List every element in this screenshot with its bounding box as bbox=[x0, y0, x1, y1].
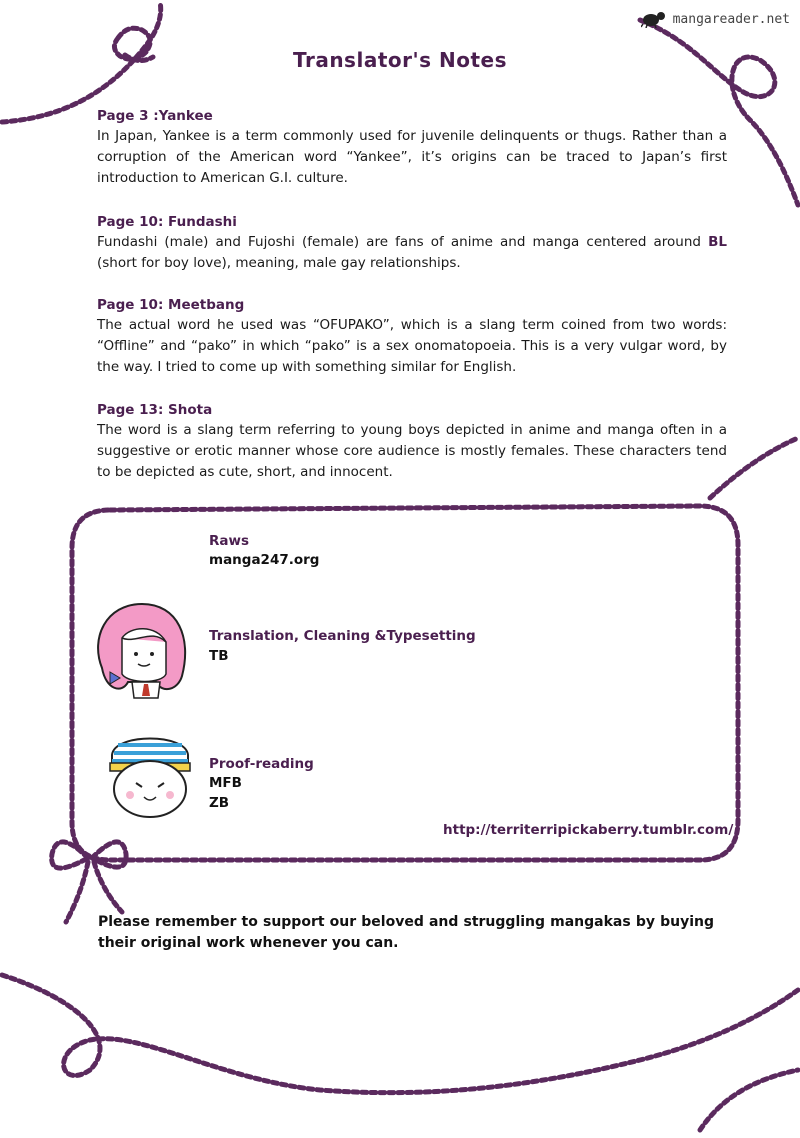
note-body bbox=[97, 232, 727, 274]
note-heading: Page 13: Shota bbox=[97, 402, 213, 418]
note-fundashi bbox=[97, 212, 727, 274]
closing-message: Please remember to support our beloved and struggling mangakas by buying their original work whenever you can. bbox=[98, 914, 714, 951]
credit-raws-label: Raws bbox=[209, 533, 250, 549]
watermark-text: mangareader.net bbox=[672, 11, 790, 27]
bow-right-loop bbox=[92, 842, 126, 867]
page-title: Translator's Notes bbox=[293, 48, 507, 72]
note-heading: Page 3 :Yankee bbox=[97, 108, 213, 124]
pink-hair-girl-avatar-icon bbox=[92, 598, 192, 702]
note-body-text: (short for boy love), meaning, male gay relationships. bbox=[97, 255, 461, 271]
note-heading: Page 10: Fundashi bbox=[97, 214, 237, 230]
credit-raws-name: manga247.org bbox=[209, 552, 320, 568]
mangareader-logo-icon bbox=[641, 10, 669, 28]
credit-translation-name: TB bbox=[209, 648, 229, 664]
note-body: The word is a slang term referring to young boys depicted in anime and manga often in a suggestive or erotic manner whose core audience is mostly females. These characters tend to be depicted as cute, short, and innocent. bbox=[97, 422, 727, 480]
watermark bbox=[641, 10, 790, 28]
note-body: In Japan, Yankee is a term commonly used for juvenile delinquents or thugs. Rather than a corruption of the American word “Yankee”, it’s origins can be traced to Japan’s first introduction to American G.I. culture. bbox=[97, 128, 727, 186]
credit-translation-label: Translation, Cleaning &Typesetting bbox=[209, 628, 476, 644]
note-body: The actual word he used was “OFUPAKO”, which is a slang term coined from two words: “Offline” and “pako” in which “pako” is a sex onomatopoeia. This is a very vulgar word, by the way. I tried to come up with something similar for English. bbox=[97, 317, 727, 375]
credit-proofreading-name-1: MFB bbox=[209, 775, 242, 791]
striped-hat-boy-avatar-icon bbox=[104, 725, 196, 821]
bottom-right-dotted-line bbox=[700, 1070, 798, 1130]
bow-left-loop bbox=[52, 842, 88, 868]
note-yankee bbox=[97, 106, 727, 189]
note-heading: Page 10: Meetbang bbox=[97, 297, 245, 313]
bow-tail-2 bbox=[94, 862, 122, 912]
note-body-text: Fundashi (male) and Fujoshi (female) are fans of anime and manga centered around bbox=[97, 234, 709, 250]
bow-tail-1 bbox=[66, 862, 88, 922]
scanlation-site-link[interactable]: http://territerripickaberry.tumblr.com/ bbox=[443, 822, 734, 838]
bottom-dotted-line bbox=[2, 975, 798, 1093]
note-meetbang bbox=[97, 295, 727, 378]
credit-proofreading-name-2: ZB bbox=[209, 795, 230, 811]
credit-proofreading-label: Proof-reading bbox=[209, 756, 314, 772]
note-body-highlight: BL bbox=[708, 234, 727, 250]
note-shota bbox=[97, 400, 727, 483]
